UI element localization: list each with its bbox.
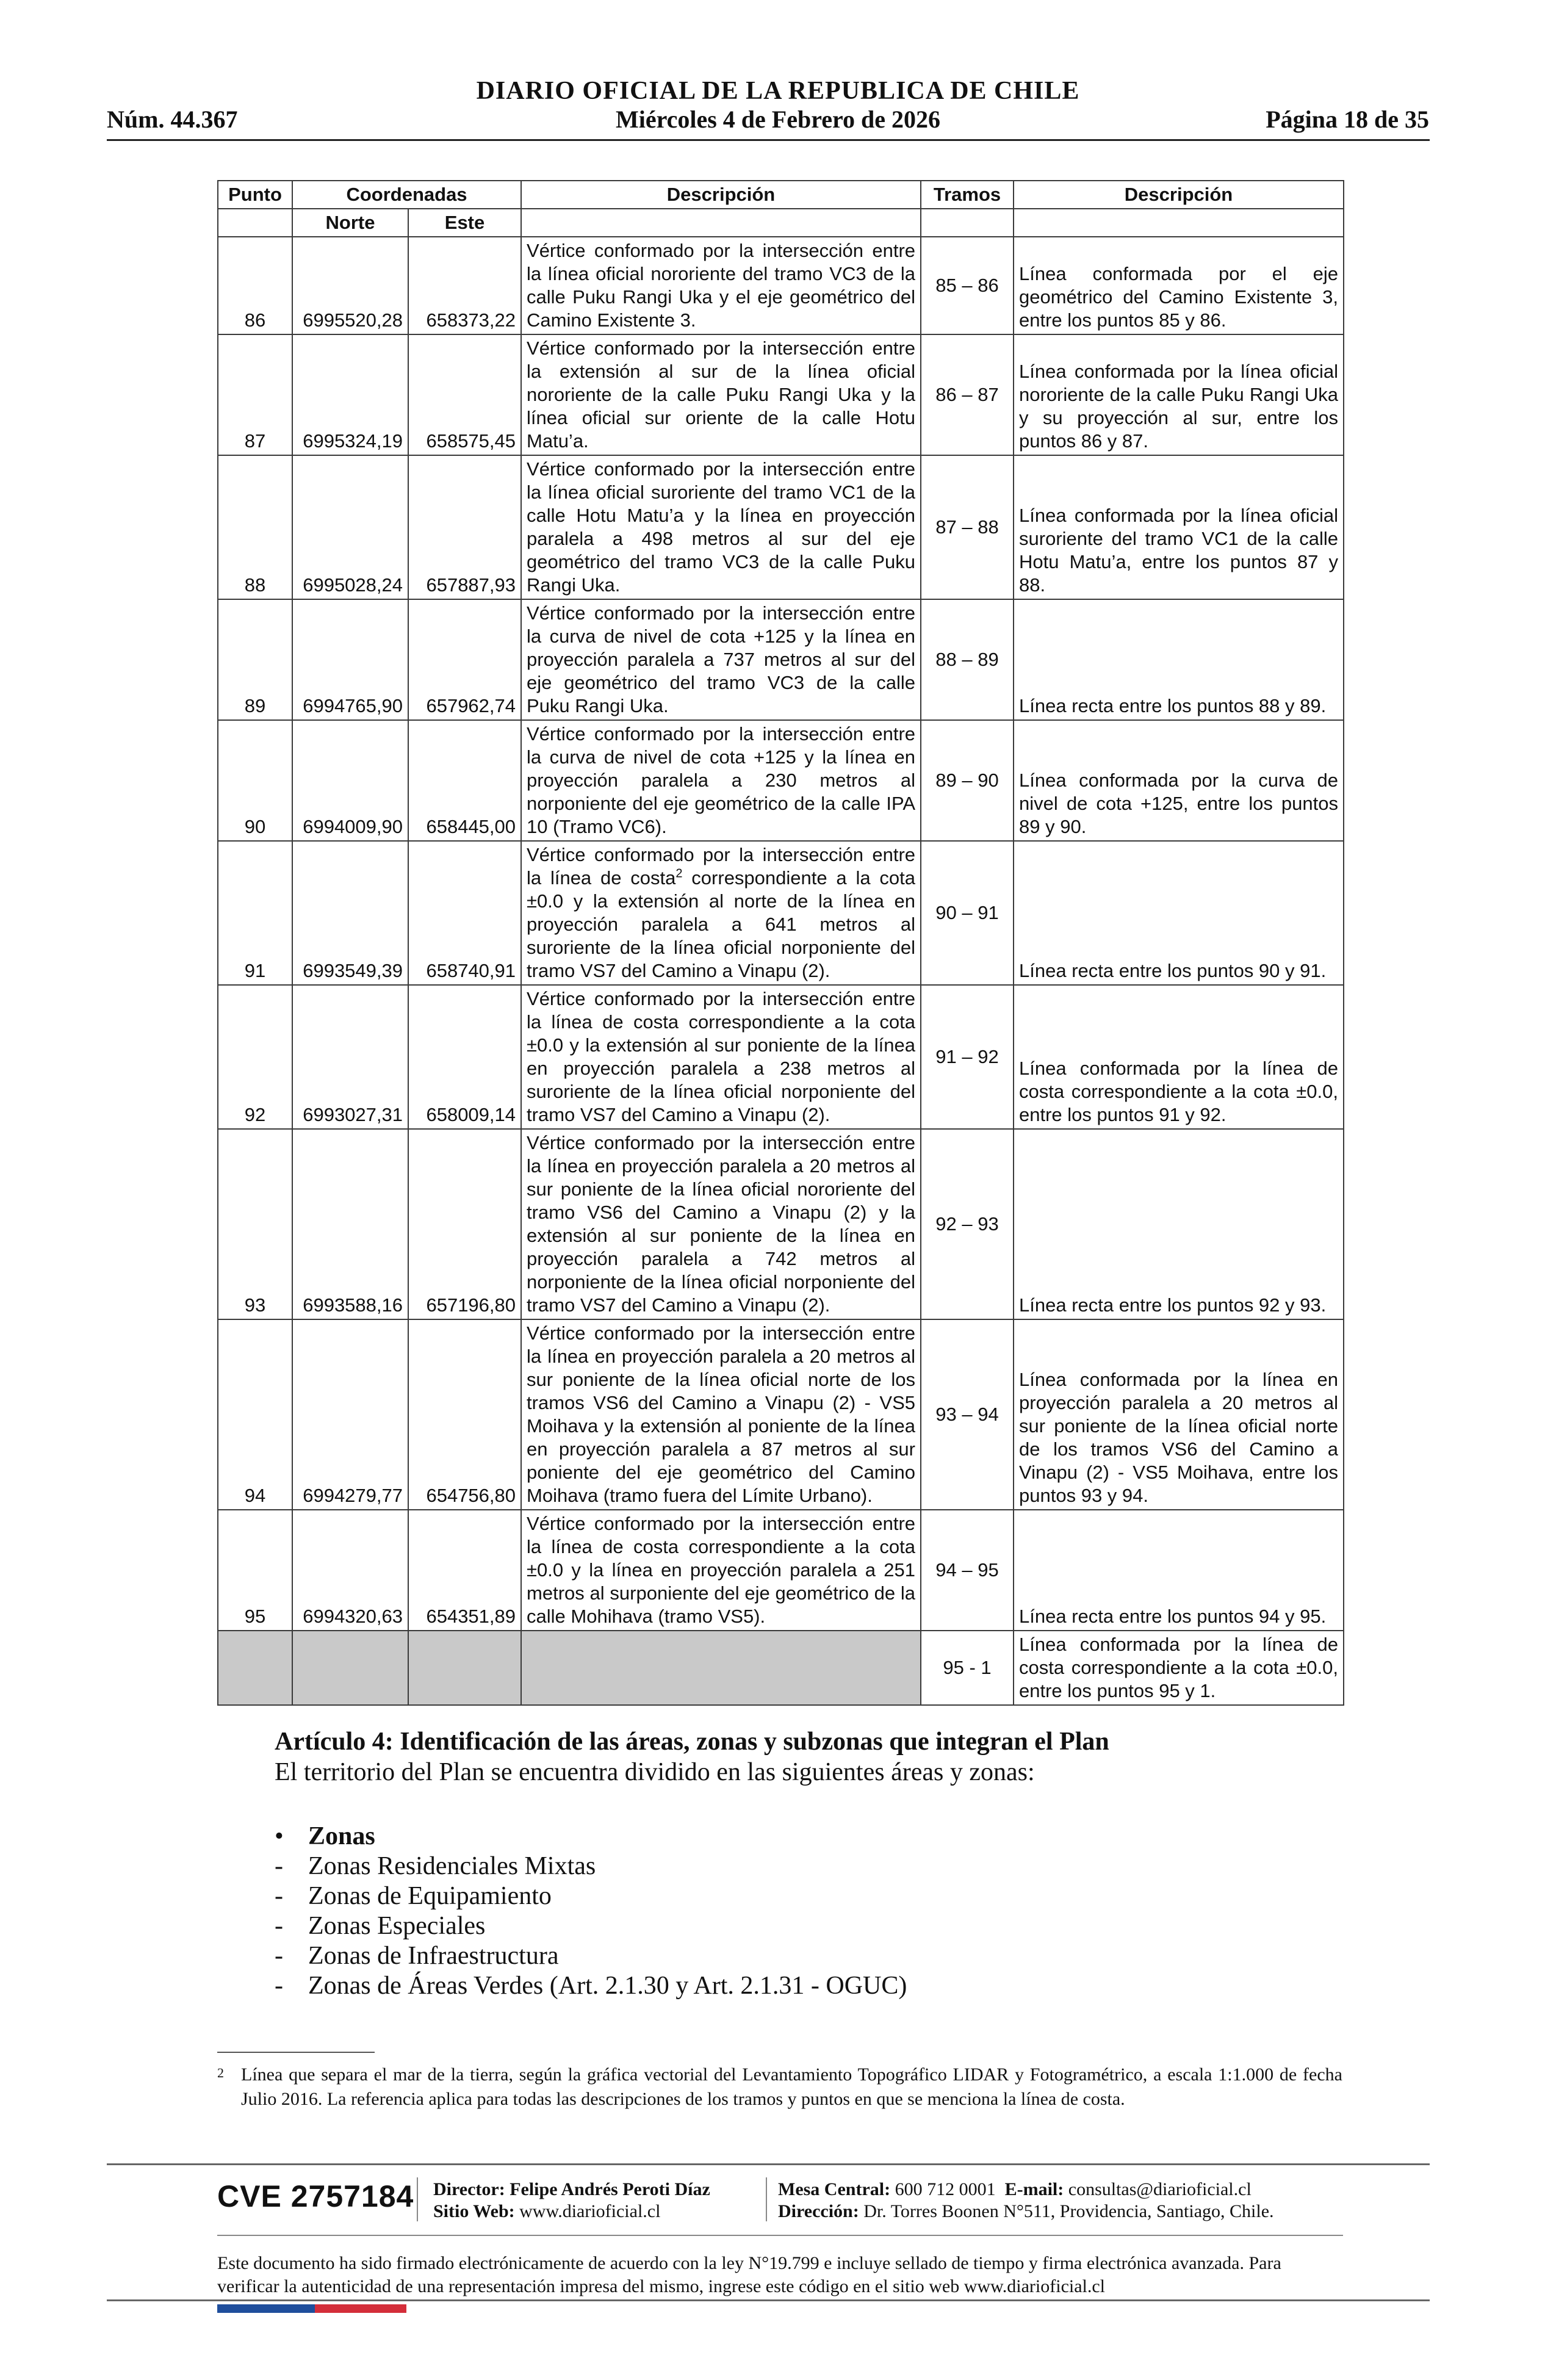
cell-tramo: 92 – 93 bbox=[921, 1129, 1014, 1319]
header-punto: Punto bbox=[218, 181, 292, 209]
director-line bbox=[433, 2179, 710, 2201]
cell-punto: 88 bbox=[218, 455, 292, 599]
table-row bbox=[218, 1129, 1344, 1319]
phone-number: 600 712 0001 bbox=[895, 2179, 996, 2199]
cell-descripcion: Vértice conformado por la intersección entre la línea oficial nororiente del tramo VC3 de la calle Puku Rangi Uka y el eje geométrico del Camino Existente 3. bbox=[521, 237, 921, 334]
website-label: Sitio Web: bbox=[433, 2201, 515, 2221]
cell-tramo: 85 – 86 bbox=[921, 237, 1014, 334]
cell-punto: 94 bbox=[218, 1319, 292, 1510]
footnote-number: 2 bbox=[217, 2065, 224, 2080]
zone-label: Zonas de Infraestructura bbox=[308, 1942, 559, 1970]
cell-este: 654351,89 bbox=[408, 1510, 521, 1631]
header-divider bbox=[107, 139, 1430, 141]
bullet-icon: • bbox=[275, 1822, 284, 1850]
dash-icon: - bbox=[275, 1972, 283, 2000]
cell-norte: 6995028,24 bbox=[292, 455, 408, 599]
cell-descripcion: Vértice conformado por la intersección entre la línea de costa correspondiente a la cota ±0.0 y la línea en proyección paralela a 251 metros al surponiente del eje geométrico de la calle Mohihava (tramo VS5). bbox=[521, 1510, 921, 1631]
cell-tramo-descripcion: Línea conformada por la línea oficial nororiente de la calle Puku Rangi Uka y su proyección al sur, entre los puntos 86 y 87. bbox=[1014, 334, 1344, 455]
cell-tramo-descripcion: Línea conformada por la línea en proyección paralela a 20 metros al sur poniente de la línea oficial norte de los tramos VS6 del Camino a Vinapu (2) - VS5 Moihava, entre los puntos 93 y 94. bbox=[1014, 1319, 1344, 1510]
email-link[interactable]: consultas@diarioficial.cl bbox=[1068, 2179, 1252, 2199]
table-row bbox=[218, 985, 1344, 1129]
cell-tramo-descripcion: Línea recta entre los puntos 92 y 93. bbox=[1014, 1129, 1344, 1319]
cell-descripcion: Vértice conformado por la intersección entre la línea oficial suroriente del tramo VC1 de la calle Hotu Matu’a y la línea en proyección paralela a 498 metros al sur del eje geométrico del tramo VC3 de la calle Puku Rangi Uka. bbox=[521, 455, 921, 599]
table-row bbox=[218, 1510, 1344, 1631]
coordinates-table bbox=[217, 180, 1344, 1706]
address-text: Dr. Torres Boonen N°511, Providencia, Santiago, Chile. bbox=[863, 2201, 1274, 2221]
cell-descripcion: Vértice conformado por la intersección entre la línea de costa correspondiente a la cota ±0.0 y la extensión al sur poniente de la línea en proyección paralela a 238 metros al suroriente de la línea oficial norponiente del tramo VS7 del Camino a Vinapu (2). bbox=[521, 985, 921, 1129]
cell-este: 658740,91 bbox=[408, 841, 521, 985]
article-intro: El territorio del Plan se encuentra dividido en las siguientes áreas y zonas: bbox=[275, 1758, 1035, 1786]
table-row bbox=[218, 455, 1344, 599]
footer-director-block bbox=[433, 2179, 710, 2223]
zones-list bbox=[275, 1822, 907, 2001]
footer-contact-block bbox=[778, 2179, 1274, 2223]
cell-tramo-descripcion: Línea conformada por el eje geométrico del Camino Existente 3, entre los puntos 85 y 86. bbox=[1014, 237, 1344, 334]
zone-label: Zonas Especiales bbox=[308, 1912, 486, 1940]
cell-norte: 6994279,77 bbox=[292, 1319, 408, 1510]
phone-label: Mesa Central: bbox=[778, 2179, 891, 2199]
cell-este: 654756,80 bbox=[408, 1319, 521, 1510]
address-label: Dirección: bbox=[778, 2201, 859, 2221]
cell-tramo-descripcion: Línea conformada por la curva de nivel de cota +125, entre los puntos 89 y 90. bbox=[1014, 720, 1344, 841]
issue-number: Núm. 44.367 bbox=[107, 106, 238, 133]
zone-label: Zonas Residenciales Mixtas bbox=[308, 1852, 596, 1880]
director-label: Director: bbox=[433, 2179, 505, 2199]
cell-punto: 87 bbox=[218, 334, 292, 455]
flag-bar-red bbox=[315, 2304, 406, 2313]
cell-tramo: 86 – 87 bbox=[921, 334, 1014, 455]
article-title: Artículo 4: Identificación de las áreas, zonas y subzonas que integran el Plan bbox=[275, 1728, 1109, 1756]
cell-tramo-descripcion: Línea conformada por la línea de costa correspondiente a la cota ±0.0, entre los puntos 95 y 1. bbox=[1014, 1631, 1344, 1705]
footer-separator bbox=[766, 2177, 767, 2221]
cell-tramo-descripcion: Línea recta entre los puntos 88 y 89. bbox=[1014, 599, 1344, 720]
email-label: E-mail: bbox=[1004, 2179, 1064, 2199]
cell-tramo: 93 – 94 bbox=[921, 1319, 1014, 1510]
address-line bbox=[778, 2201, 1274, 2223]
website-line bbox=[433, 2201, 710, 2223]
director-name: Felipe Andrés Peroti Díaz bbox=[510, 2179, 710, 2199]
cell-este: 657962,74 bbox=[408, 599, 521, 720]
header-descripcion-tramo: Descripción bbox=[1014, 181, 1344, 209]
cell-tramo-descripcion: Línea recta entre los puntos 90 y 91. bbox=[1014, 841, 1344, 985]
page-number: Página 18 de 35 bbox=[1266, 106, 1429, 133]
zone-label: Zonas de Áreas Verdes (Art. 2.1.30 y Art. 2.1.31 - OGUC) bbox=[308, 1972, 907, 2000]
table-header-row bbox=[218, 181, 1344, 209]
cell-norte: 6993027,31 bbox=[292, 985, 408, 1129]
header-descripcion: Descripción bbox=[521, 181, 921, 209]
cell-empty bbox=[521, 1631, 921, 1705]
footnote-ref: 2 bbox=[675, 867, 683, 881]
footnote-text: Línea que separa el mar de la tierra, según la gráfica vectorial del Levantamiento Topográfico LIDAR y Fotogramétrico, a escala 1:1.000 de fecha Julio 2016. La referencia aplica para todas las descripciones de los tramos y puntos en que se menciona la línea de costa. bbox=[241, 2064, 1342, 2109]
subheader-empty bbox=[521, 209, 921, 237]
list-item bbox=[275, 1852, 907, 1881]
footer-divider bbox=[217, 2235, 1343, 2236]
list-item bbox=[275, 1971, 907, 2001]
cell-descripcion: Vértice conformado por la intersección entre la curva de nivel de cota +125 y la línea en proyección paralela a 737 metros al sur del eje geométrico del tramo VC3 de la calle Puku Rangi Uka. bbox=[521, 599, 921, 720]
dash-icon: - bbox=[275, 1912, 283, 1940]
cell-norte: 6994009,90 bbox=[292, 720, 408, 841]
cell-norte: 6993588,16 bbox=[292, 1129, 408, 1319]
footnote-divider bbox=[217, 2052, 375, 2053]
cell-punto: 91 bbox=[218, 841, 292, 985]
phone-email-line bbox=[778, 2179, 1274, 2201]
website-link[interactable]: www.diarioficial.cl bbox=[519, 2201, 661, 2221]
header-tramos: Tramos bbox=[921, 181, 1014, 209]
cell-empty bbox=[218, 1631, 292, 1705]
header-este: Este bbox=[408, 209, 521, 237]
table-row bbox=[218, 720, 1344, 841]
cell-descripcion: Vértice conformado por la intersección entre la curva de nivel de cota +125 y la línea en proyección paralela a 230 metros al norponiente del eje geométrico de la calle IPA 10 (Tramo VC6). bbox=[521, 720, 921, 841]
footer-divider bbox=[107, 2163, 1430, 2165]
cell-punto: 90 bbox=[218, 720, 292, 841]
table-subheader-row bbox=[218, 209, 1344, 237]
desc-text: Vértice conformado por la intersección entre la línea de costa bbox=[527, 844, 916, 889]
cell-este: 658445,00 bbox=[408, 720, 521, 841]
dash-icon: - bbox=[275, 1852, 283, 1880]
cell-norte: 6995520,28 bbox=[292, 237, 408, 334]
table-row bbox=[218, 334, 1344, 455]
list-item bbox=[275, 1881, 907, 1911]
cell-descripcion: Vértice conformado por la intersección entre la línea en proyección paralela a 20 metros al sur poniente de la línea oficial nororiente del tramo VS6 del Camino a Vinapu (2) y la extensión al sur poniente de la línea en proyección paralela a 742 metros al norponiente de la línea oficial norponiente del tramo VS7 del Camino a Vinapu (2). bbox=[521, 1129, 921, 1319]
table-row-closing bbox=[218, 1631, 1344, 1705]
zone-label: Zonas de Equipamiento bbox=[308, 1882, 552, 1910]
cell-descripcion: Vértice conformado por la intersección entre la línea en proyección paralela a 20 metros al sur poniente de la línea oficial norte de los tramos VS6 del Camino a Vinapu (2) - VS5 Moihava y la extensión al poniente de la línea en proyección paralela a 87 metros al sur poniente del eje geométrico del Camino Moihava (tramo fuera del Límite Urbano). bbox=[521, 1319, 921, 1510]
list-item bbox=[275, 1941, 907, 1971]
cell-tramo-descripcion: Línea conformada por la línea oficial suroriente del tramo VC1 de la calle Hotu Matu’a, entre los puntos 87 y 88. bbox=[1014, 455, 1344, 599]
cell-tramo-descripcion: Línea recta entre los puntos 94 y 95. bbox=[1014, 1510, 1344, 1631]
cell-empty bbox=[292, 1631, 408, 1705]
subheader-empty bbox=[921, 209, 1014, 237]
cell-empty bbox=[408, 1631, 521, 1705]
table-row bbox=[218, 841, 1344, 985]
cell-tramo: 91 – 92 bbox=[921, 985, 1014, 1129]
table-row bbox=[218, 1319, 1344, 1510]
desc-text: correspondiente a la cota ±0.0 y la extensión al norte de la línea en proyección paralela a 641 metros al suroriente de la línea oficial norponiente del tramo VS7 del Camino a Vinapu (2). bbox=[527, 867, 916, 981]
cell-tramo: 95 - 1 bbox=[921, 1631, 1014, 1705]
header-norte: Norte bbox=[292, 209, 408, 237]
cell-punto: 86 bbox=[218, 237, 292, 334]
cell-tramo: 88 – 89 bbox=[921, 599, 1014, 720]
table-row bbox=[218, 599, 1344, 720]
list-item bbox=[275, 1911, 907, 1941]
cell-descripcion: Vértice conformado por la intersección entre la extensión al sur de la línea oficial nororiente de la calle Puku Rangi Uka y la línea oficial sur oriente de la calle Hotu Matu’a. bbox=[521, 334, 921, 455]
newspaper-title: DIARIO OFICIAL DE LA REPUBLICA DE CHILE bbox=[476, 77, 1080, 105]
legal-notice: Este documento ha sido firmado electrónicamente de acuerdo con la ley N°19.799 e incluye sellado de tiempo y firma electrónica avanzada. Para verificar la autenticidad de una representación impresa del mismo, ingrese este código en el sitio web www.diarioficial.cl bbox=[217, 2253, 1281, 2296]
cell-este: 658575,45 bbox=[408, 334, 521, 455]
cell-punto: 93 bbox=[218, 1129, 292, 1319]
cve-code: CVE 2757184 bbox=[217, 2179, 414, 2213]
footer-separator bbox=[417, 2177, 418, 2221]
cell-tramo: 90 – 91 bbox=[921, 841, 1014, 985]
cell-tramo-descripcion: Línea conformada por la línea de costa correspondiente a la cota ±0.0, entre los puntos 91 y 92. bbox=[1014, 985, 1344, 1129]
cell-tramo: 94 – 95 bbox=[921, 1510, 1014, 1631]
zones-heading: Zonas bbox=[308, 1822, 375, 1850]
cell-norte: 6995324,19 bbox=[292, 334, 408, 455]
dash-icon: - bbox=[275, 1942, 283, 1970]
table-row bbox=[218, 237, 1344, 334]
cell-punto: 89 bbox=[218, 599, 292, 720]
zones-heading-item bbox=[275, 1822, 907, 1852]
cell-este: 658009,14 bbox=[408, 985, 521, 1129]
footer-divider bbox=[107, 2299, 1430, 2301]
subheader-empty bbox=[218, 209, 292, 237]
cell-punto: 95 bbox=[218, 1510, 292, 1631]
cell-tramo: 89 – 90 bbox=[921, 720, 1014, 841]
cell-este: 658373,22 bbox=[408, 237, 521, 334]
header-coordenadas: Coordenadas bbox=[292, 181, 521, 209]
cell-norte: 6993549,39 bbox=[292, 841, 408, 985]
cell-punto: 92 bbox=[218, 985, 292, 1129]
cell-norte: 6994765,90 bbox=[292, 599, 408, 720]
subheader-empty bbox=[1014, 209, 1344, 237]
issue-date: Miércoles 4 de Febrero de 2026 bbox=[615, 106, 941, 133]
cell-tramo: 87 – 88 bbox=[921, 455, 1014, 599]
cell-este: 657196,80 bbox=[408, 1129, 521, 1319]
cell-norte: 6994320,63 bbox=[292, 1510, 408, 1631]
cell-descripcion bbox=[521, 841, 921, 985]
dash-icon: - bbox=[275, 1882, 283, 1910]
flag-bar-blue bbox=[217, 2304, 315, 2313]
cell-este: 657887,93 bbox=[408, 455, 521, 599]
